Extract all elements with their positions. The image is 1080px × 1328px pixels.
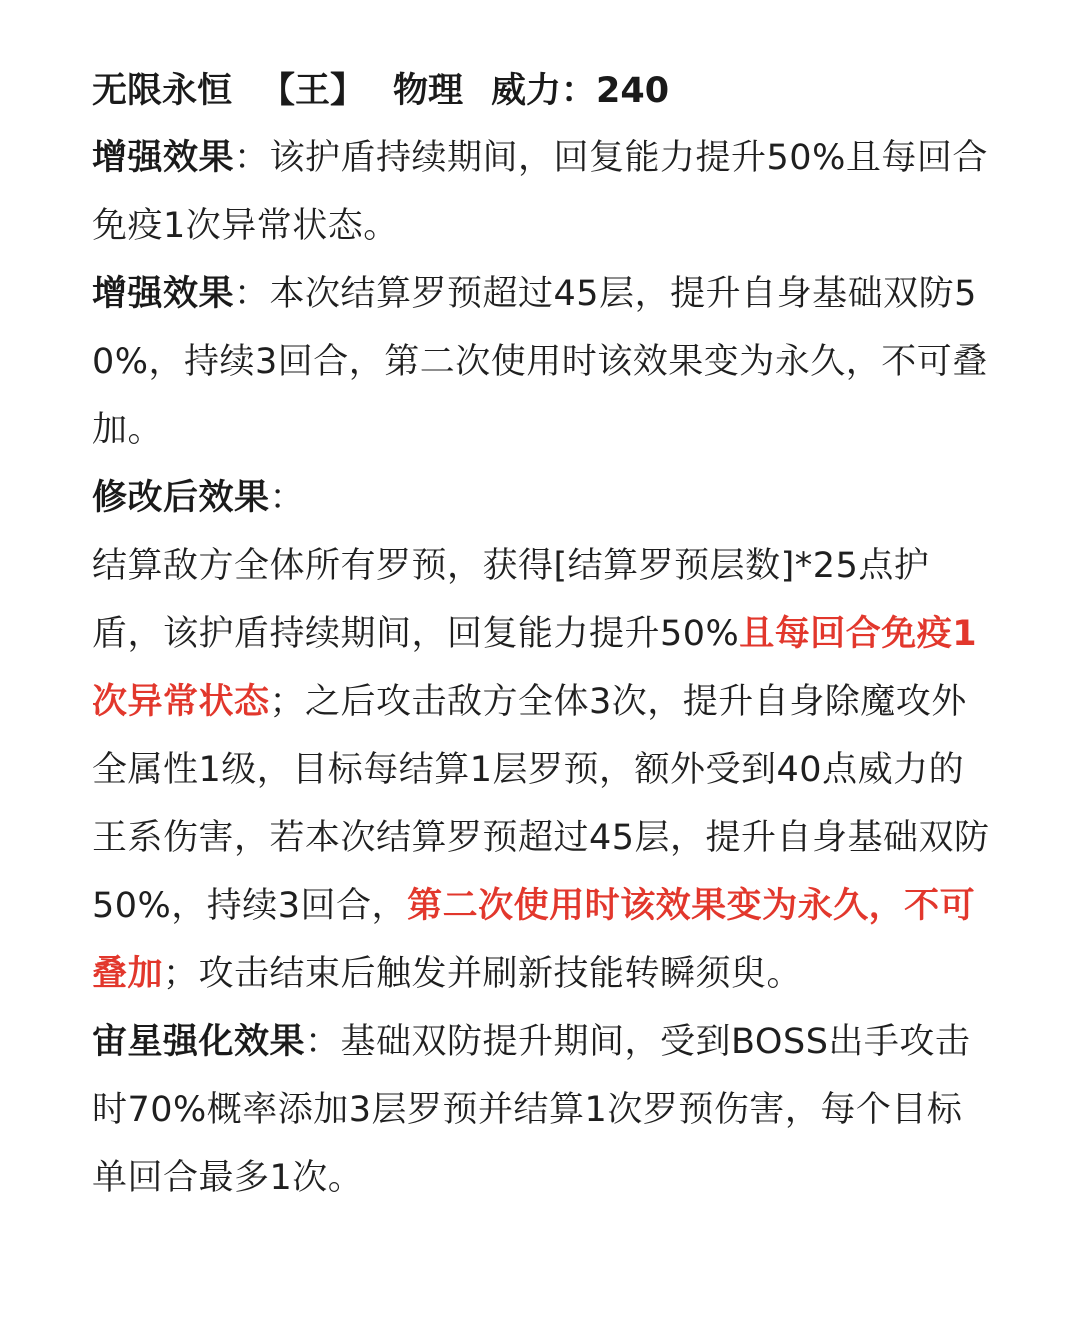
body-segment: ；之后攻击敌方全体3次，提升自身除魔攻外全属性1级，目标每结算1层罗预，额外受到40点威力的王系伤害，若本次结算罗预超过45层，提升自身基础双防50%，持续3回合， (92, 682, 990, 926)
skill-title (92, 58, 992, 124)
enhance-effect-2 (92, 260, 992, 464)
skill-power: 威力：240 (491, 71, 670, 111)
section-text: 基础双防提升期间，受到BOSS出手攻击时70%概率添加3层罗预并结算1次罗预伤害，每个目标单回合最多1次。 (92, 1022, 971, 1198)
highlight-text: 第二次使用时该效果变为永久，不可叠加 (92, 886, 976, 994)
section-label: 增强效果 (92, 274, 235, 314)
section-label: 增强效果 (92, 138, 235, 178)
skill-description (92, 58, 992, 1212)
skill-type: 物理 (393, 71, 464, 111)
highlight-text: 且每回合免疫1次异常状态 (92, 614, 978, 722)
body-segment: ；攻击结束后触发并刷新技能转瞬须臾。 (163, 954, 803, 994)
section-label: 宙星强化效果 (92, 1022, 306, 1062)
section-colon: ： (234, 274, 270, 314)
skill-tag: 【王】 (260, 71, 366, 111)
section-colon: ： (269, 478, 306, 518)
body-segment: 结算敌方全体所有罗预，获得[结算罗预层数]*25点护盾，该护盾持续期间，回复能力提升50% (92, 546, 930, 654)
skill-name: 无限永恒 (92, 71, 233, 111)
star-enhance-effect (92, 1008, 992, 1212)
section-colon: ： (305, 1022, 341, 1062)
modified-effect-body (92, 532, 992, 1008)
section-text: 该护盾持续期间，回复能力提升50%且每回合免疫1次异常状态。 (92, 138, 988, 246)
section-colon: ： (234, 138, 270, 178)
section-label: 修改后效果 (92, 478, 270, 518)
modified-effect-heading (92, 464, 992, 532)
enhance-effect-1 (92, 124, 992, 260)
section-text: 本次结算罗预超过45层，提升自身基础双防50%，持续3回合，第二次使用时该效果变为永久，不可叠加。 (92, 274, 988, 450)
